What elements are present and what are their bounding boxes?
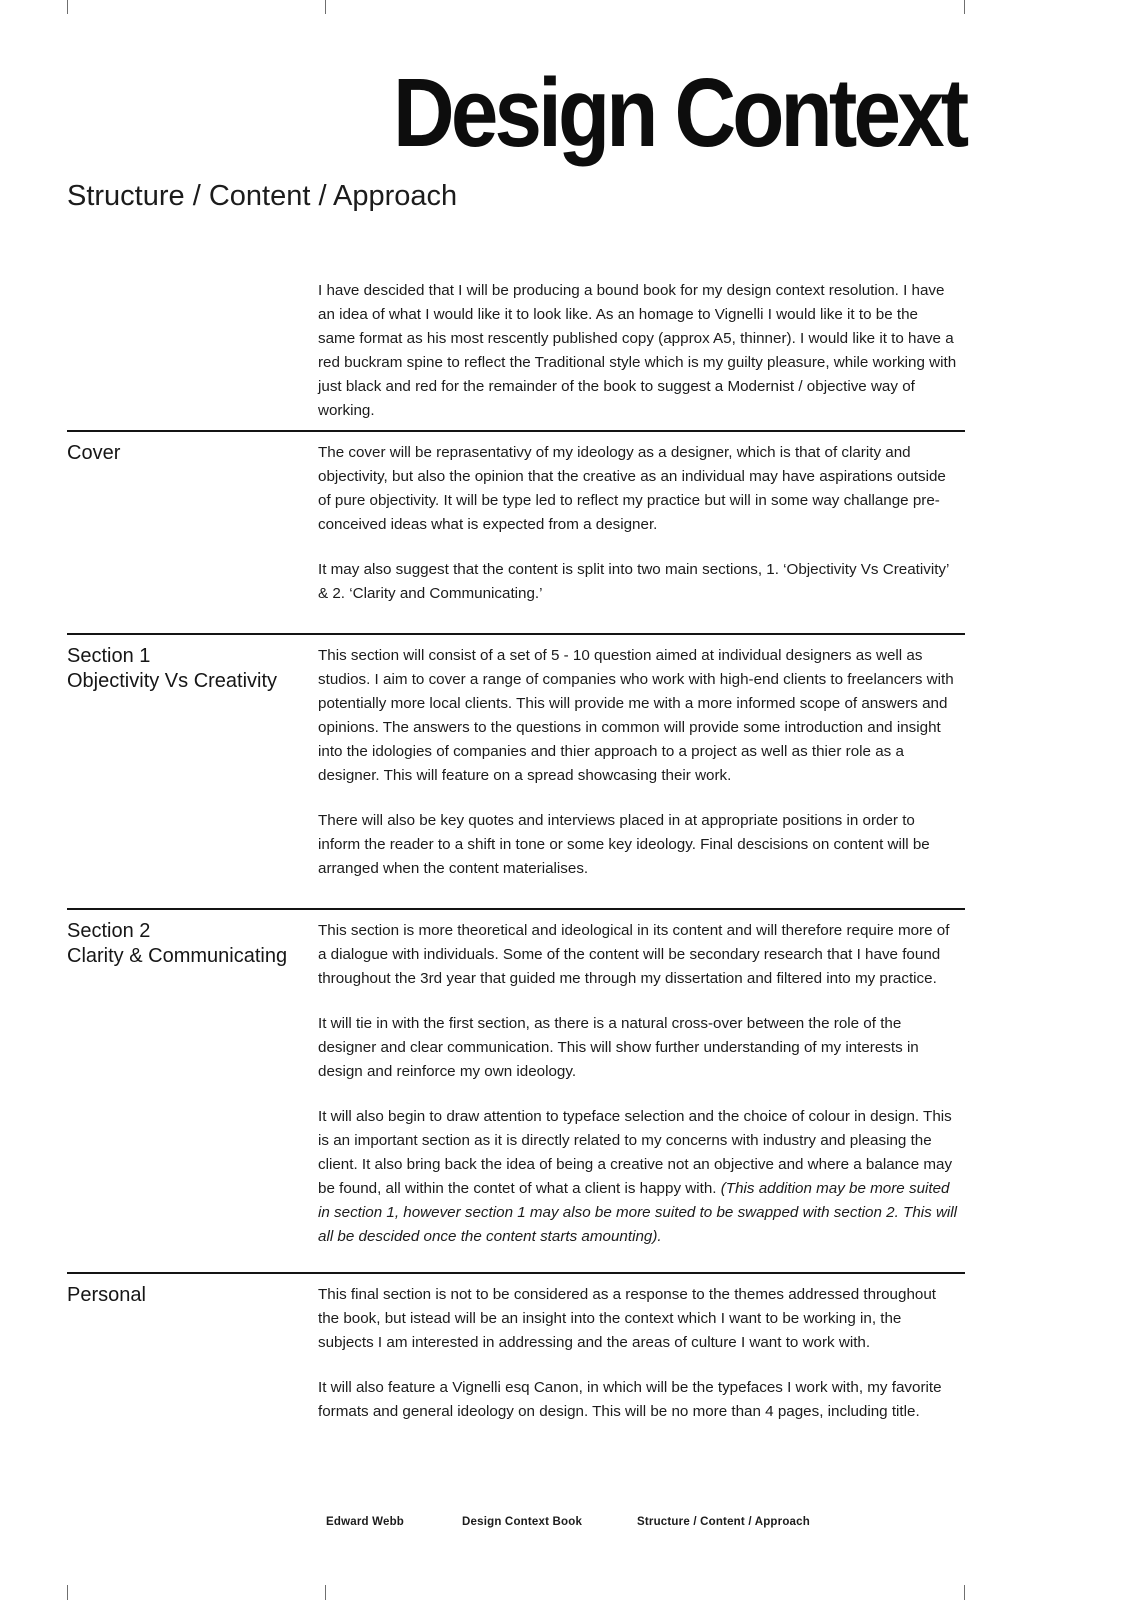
body-paragraph: This section will consist of a set of 5 - 10 question aimed at individual designers as well as studios. I aim to cover a range of companies who work with high-end clients to freelancers with potentially more local clients. This will provide me with a more informed scope of answers and opinions. The answers to the questions in common will provide some introduction and insight into the idologies of companies and thier approach to a project as well as thier role as a designer. This will feature on a spread showcasing their work.	[318, 647, 954, 784]
crop-mark-top-right	[964, 0, 965, 14]
page-title: Design Context	[392, 58, 965, 167]
body-paragraph: There will also be key quotes and interviews placed in at appropriate positions in order to inform the reader to a shift in tone or some key ideology. Final descisions on content will be arranged when the content materialises.	[318, 812, 930, 877]
section-personal	[67, 1272, 965, 1424]
section-cover	[67, 430, 965, 606]
crop-mark-top-center	[325, 0, 326, 14]
section-label-line: Personal	[67, 1284, 146, 1306]
section-label-line: Clarity & Communicating	[67, 945, 288, 967]
body-paragraph-normal: It will also begin to draw attention to typeface selection and the choice of colour in design. This is an important section as it is directly related to my concerns with industry and pleasing the client. It also bring back the idea of being a creative not an objective and where a balance may be found, all within the contet of what a client is happy with.	[318, 1108, 953, 1197]
section-body	[318, 432, 958, 606]
body-paragraph: It may also suggest that the content is split into two main sections, 1. ‘Objectivity Vs Creativity’ & 2. ‘Clarity and Communicating.’	[318, 561, 949, 602]
section-label-line: Section 1	[67, 645, 151, 667]
crop-mark-bottom-left	[67, 1585, 68, 1600]
body-paragraph	[318, 1105, 958, 1249]
body-paragraph: The cover will be reprasentativy of my ideology as a designer, which is that of clarity and objectivity, but also the opinion that the creative as an individual may have aspirations outside of pure objectivity. It will be type led to reflect my practice but will in some way challange pre-conceived ideas what is expected from a designer.	[318, 444, 946, 533]
section-label-line: Objectivity Vs Creativity	[67, 670, 278, 692]
section-label	[67, 635, 318, 881]
section-label-line: Cover	[67, 442, 121, 464]
section-label	[67, 432, 318, 606]
body-paragraph: This final section is not to be considered as a response to the themes addressed throughout the book, but istead will be an insight into the context which I want to be working in, the subjects I am interested in addressing and the areas of culture I want to work with.	[318, 1286, 937, 1351]
section-body	[318, 635, 958, 881]
section-objectivity-vs-creativity	[67, 633, 965, 881]
intro-paragraph: I have descided that I will be producing a bound book for my design context resolution. I have an idea of what I would like it to look like. As an homage to Vignelli I would like it to be the same format as his most rescently published copy (approx A5, thinner). I would like it to have a red buckram spine to reflect the Traditional style which is my guilty pleasure, while working with just black and red for the remainder of the book to suggest a Modernist / objective way of working.	[318, 282, 957, 419]
section-label	[67, 1274, 318, 1424]
body-paragraph: It will also feature a Vignelli esq Canon, in which will be the typefaces I work with, my favorite formats and general ideology on design. This will be no more than 4 pages, including title.	[318, 1379, 942, 1420]
footer-page-ref: Structure / Content / Approach	[637, 1516, 810, 1528]
section-body	[318, 910, 958, 1249]
section-label	[67, 910, 318, 1249]
section-body	[318, 1274, 958, 1424]
crop-mark-bottom-center	[325, 1585, 326, 1600]
body-paragraph: This section is more theoretical and ideological in its content and will therefore require more of a dialogue with individuals. Some of the content will be secondary research that I have found throughout the 3rd year that guided me through my dissertation and filtered into my practice.	[318, 922, 950, 987]
body-paragraph: It will tie in with the first section, as there is a natural cross-over between the role of the designer and clear communication. This will show further understanding of my interests in design and reinforce my own ideology.	[318, 1015, 919, 1080]
crop-mark-bottom-right	[964, 1585, 965, 1600]
footer-author: Edward Webb	[326, 1516, 405, 1528]
intro-block	[318, 279, 958, 423]
body-paragraph-italic-note: (This addition may be more suited in section 1, however section 1 may also be more suited to be swapped with section 2. This will all be descided once the content starts amounting).	[318, 1180, 958, 1245]
section-label-line: Section 2	[67, 920, 151, 942]
section-clarity-communicating	[67, 908, 965, 1249]
crop-mark-top-left	[67, 0, 68, 14]
footer-book-title: Design Context Book	[462, 1516, 583, 1528]
page-subtitle: Structure / Content / Approach	[67, 180, 458, 212]
